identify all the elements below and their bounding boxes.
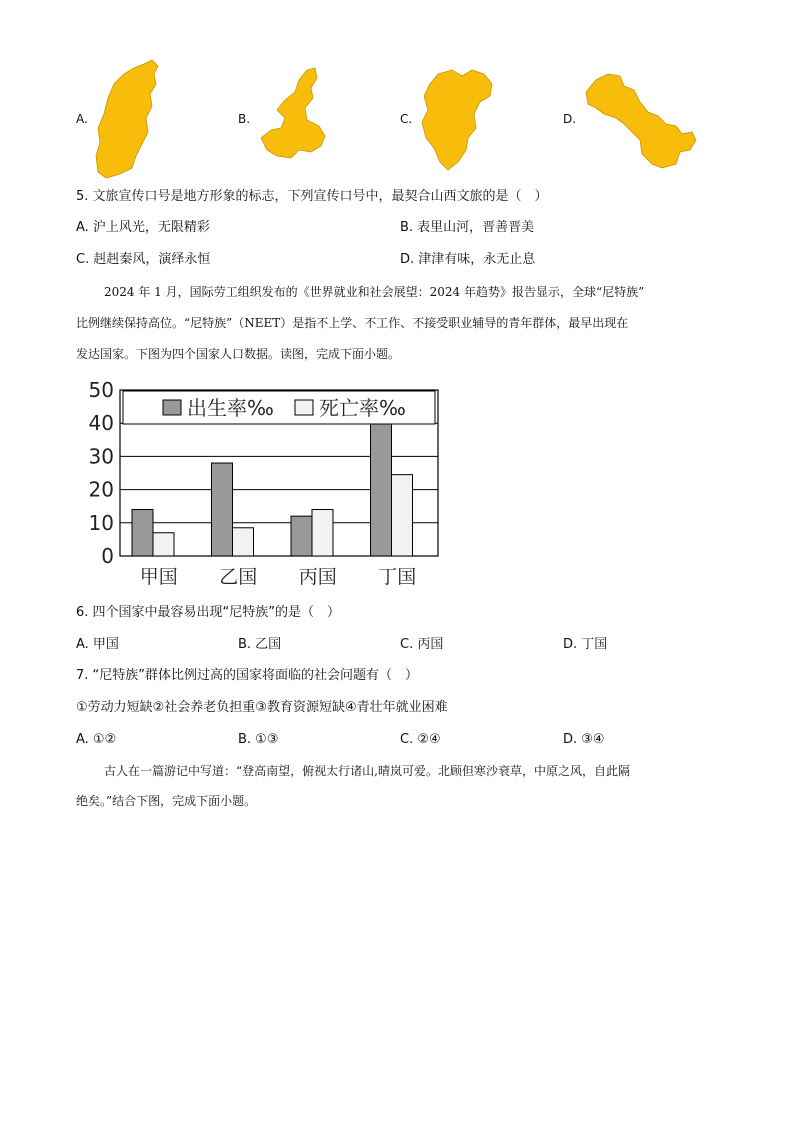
q6-option-d[interactable]: D. 丁国 <box>563 637 608 652</box>
y-tick-label: 30 <box>88 444 114 469</box>
passage1-line2: 比例继续保持高位。“尼特族”（NEET）是指不上学、不工作、不接受职业辅导的青年群体，最早出现在 <box>76 316 629 330</box>
q5-option-a[interactable]: A. 沪上风光，无限精彩 <box>76 220 210 235</box>
q6-option-b[interactable]: B. 乙国 <box>238 637 282 652</box>
x-tick-label: 丁国 <box>378 566 417 588</box>
bar-death-0 <box>153 533 174 556</box>
bar-death-3 <box>392 475 413 556</box>
q5-option-c[interactable]: C. 赳赳秦风，演绎永恒 <box>76 252 211 267</box>
bar-birth-0 <box>132 510 153 556</box>
x-tick-label: 乙国 <box>219 566 258 588</box>
y-tick-label: 20 <box>88 477 114 502</box>
q7-option-a[interactable]: A. ①② <box>76 732 117 747</box>
option-b-label: B. <box>238 112 251 126</box>
y-tick-label: 50 <box>88 378 114 402</box>
province-map-shanxi-icon <box>92 58 162 182</box>
passage1-line1: 2024 年 1 月，国际劳工组织发布的《世界就业和社会展望：2024 年趋势》报告显示，全球“尼特族” <box>104 285 645 299</box>
province-map-shaanxi-icon <box>255 66 329 162</box>
legend-swatch-0 <box>163 400 181 415</box>
bar-birth-1 <box>212 463 233 556</box>
passage2-line2: 绝矣。”结合下图，完成下面小题。 <box>76 794 257 808</box>
q6-stem: 6. 四个国家中最容易出现“尼特族”的是（ ） <box>76 605 341 620</box>
q5-option-d[interactable]: D. 津津有味，永无止息 <box>400 252 536 267</box>
q7-option-c[interactable]: C. ②④ <box>400 732 441 747</box>
q5-option-b[interactable]: B. 表里山河，晋善晋美 <box>400 220 535 235</box>
option-d-label: D. <box>563 112 577 126</box>
y-tick-label: 0 <box>101 544 114 568</box>
legend-label-1: 死亡率‰ <box>319 396 406 420</box>
q7-stem: 7. “尼特族”群体比例过高的国家将面临的社会问题有（ ） <box>76 668 419 683</box>
q5-stem: 5. 文旅宣传口号是地方形象的标志，下列宣传口号中，最契合山西文旅的是（ ） <box>76 189 548 204</box>
q7-option-d[interactable]: D. ③④ <box>563 732 605 747</box>
q7-option-b[interactable]: B. ①③ <box>238 732 279 747</box>
bar-death-2 <box>312 510 333 556</box>
q6-option-a[interactable]: A. 甲国 <box>76 637 119 652</box>
legend-label-0: 出生率‰ <box>187 396 274 420</box>
population-bar-chart <box>76 378 456 590</box>
passage1-line3: 发达国家。下图为四个国家人口数据。读图，完成下面小题。 <box>76 347 401 361</box>
option-c-label: C. <box>400 112 413 126</box>
y-tick-label: 40 <box>88 411 114 436</box>
option-a-label: A. <box>76 112 88 126</box>
q6-option-c[interactable]: C. 丙国 <box>400 637 444 652</box>
bar-birth-3 <box>371 423 392 556</box>
q7-items: ①劳动力短缺②社会养老负担重③教育资源短缺④青壮年就业困难 <box>76 700 448 715</box>
province-map-gansu-icon <box>582 68 700 172</box>
bar-birth-2 <box>291 516 312 556</box>
province-map-jiangxi-icon <box>418 66 498 174</box>
y-tick-label: 10 <box>88 510 114 535</box>
legend-swatch-1 <box>295 400 313 415</box>
x-tick-label: 甲国 <box>139 566 178 588</box>
x-tick-label: 丙国 <box>298 566 337 588</box>
bar-death-1 <box>233 528 254 556</box>
passage2-line1: 古人在一篇游记中写道：“登高南望，俯视太行诸山,晴岚可爱。北顾但寒沙衰草，中原之风，自此隔 <box>104 764 630 778</box>
